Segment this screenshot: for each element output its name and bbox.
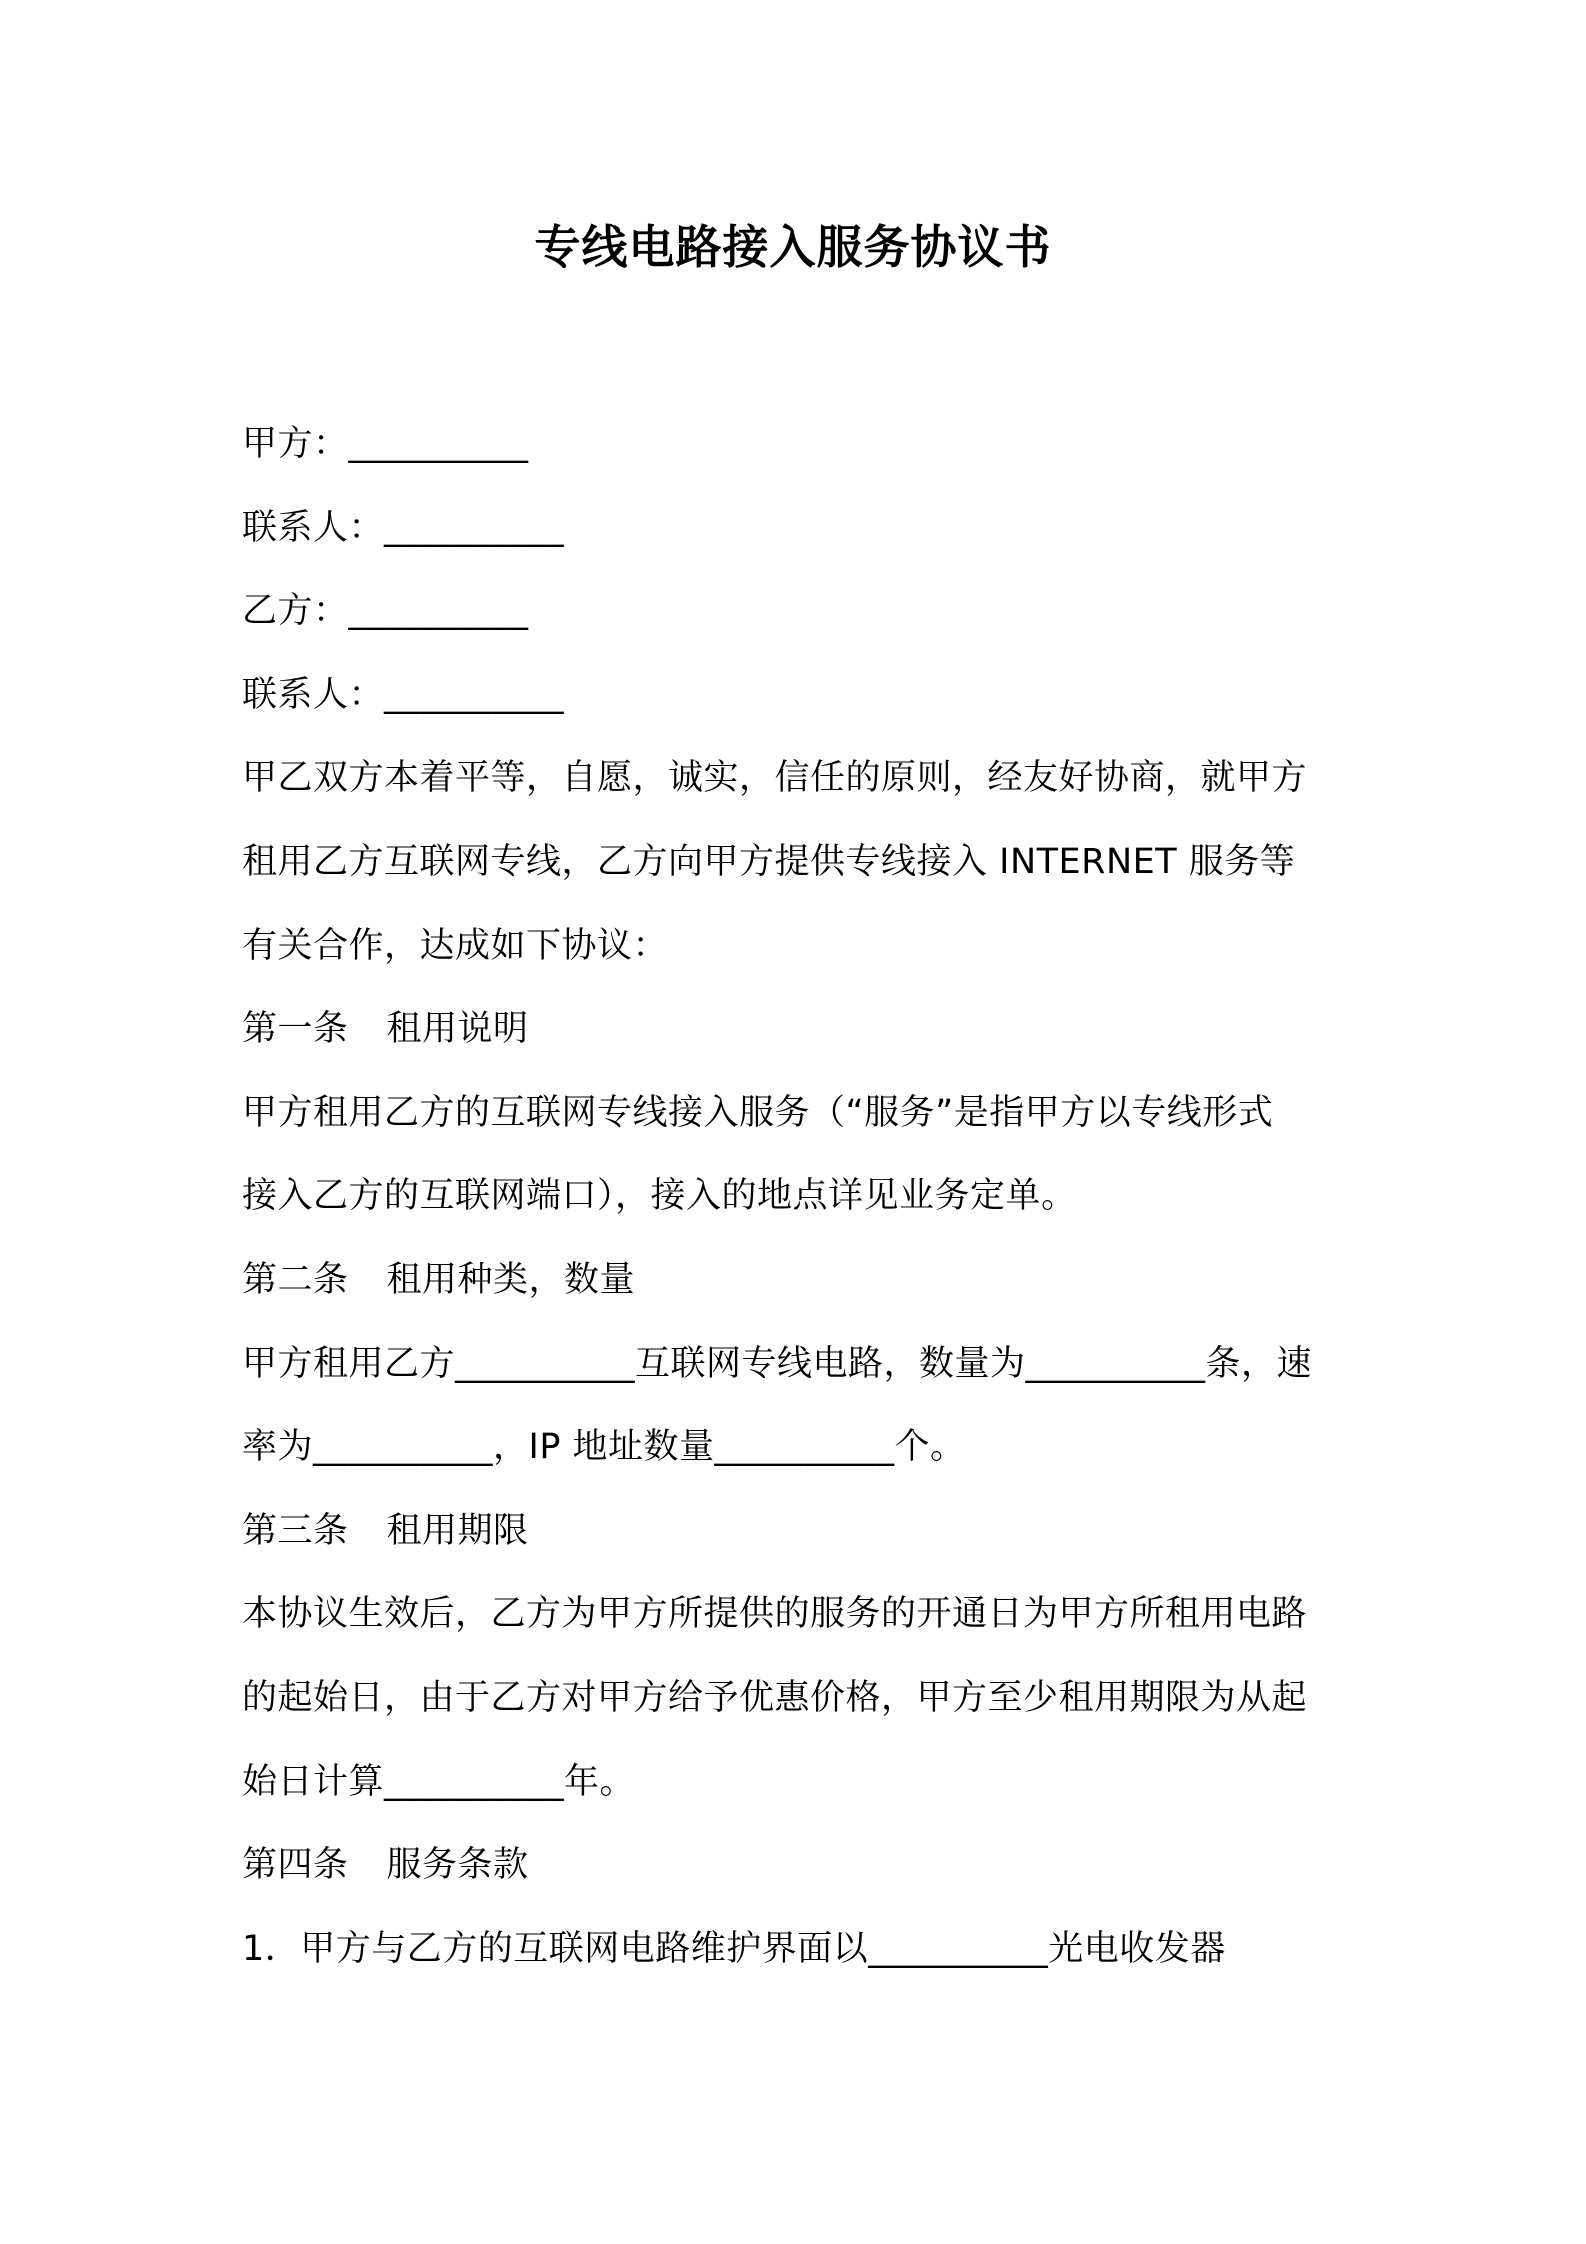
article-4-heading: [242, 1824, 1362, 1908]
article-3-number: 第三条: [242, 1510, 349, 1551]
article-4-line-1: 1．甲方与乙方的互联网电路维护界面以__________光电收发器: [242, 1928, 1226, 1969]
preamble-line-3: 有关合作，达成如下协议：: [242, 925, 669, 966]
party-b-line: 乙方：__________: [242, 591, 529, 632]
article-2-line-1: 甲方租用乙方__________互联网专线电路，数量为__________条，速: [242, 1343, 1313, 1384]
article-4-number: 第四条: [242, 1845, 349, 1886]
party-a-line: 甲方：__________: [242, 424, 529, 464]
article-2-title: 租用种类，数量: [386, 1259, 636, 1300]
party-a-contact-line: 联系人：__________: [242, 507, 565, 548]
document-body: [242, 403, 1362, 1991]
article-3-line-1: 本协议生效后，乙方为甲方所提供的服务的开通日为甲方所租用电路: [242, 1594, 1308, 1635]
article-1-number: 第一条: [242, 1009, 349, 1050]
article-1-heading: [242, 988, 1362, 1072]
article-2-line-2: 率为__________，IP 地址数量__________个。: [242, 1427, 966, 1468]
article-1-line-1: 甲方租用乙方的互联网专线接入服务（“服务”是指甲方以专线形式: [242, 1092, 1274, 1133]
article-3-title: 租用期限: [386, 1510, 529, 1551]
article-3-line-2: 的起始日，由于乙方对甲方给予优惠价格，甲方至少租用期限为从起: [242, 1677, 1308, 1718]
preamble-line-2: 租用乙方互联网专线，乙方向甲方提供专线接入 INTERNET 服务等: [242, 841, 1296, 882]
article-1-line-2: 接入乙方的互联网端口），接入的地点详见业务定单。: [242, 1176, 1077, 1217]
article-1-title: 租用说明: [386, 1009, 529, 1050]
article-3-line-3: 始日计算__________年。: [242, 1761, 636, 1802]
article-2-number: 第二条: [242, 1259, 349, 1300]
article-4-title: 服务条款: [386, 1845, 529, 1886]
article-2-heading: [242, 1239, 1362, 1323]
preamble-line-1: 甲乙双方本着平等，自愿，诚实，信任的原则，经友好协商，就甲方: [242, 758, 1308, 799]
article-3-heading: [242, 1490, 1362, 1574]
document-title: 专线电路接入服务协议书: [534, 220, 1052, 274]
party-b-contact-line: 联系人：__________: [242, 674, 565, 715]
